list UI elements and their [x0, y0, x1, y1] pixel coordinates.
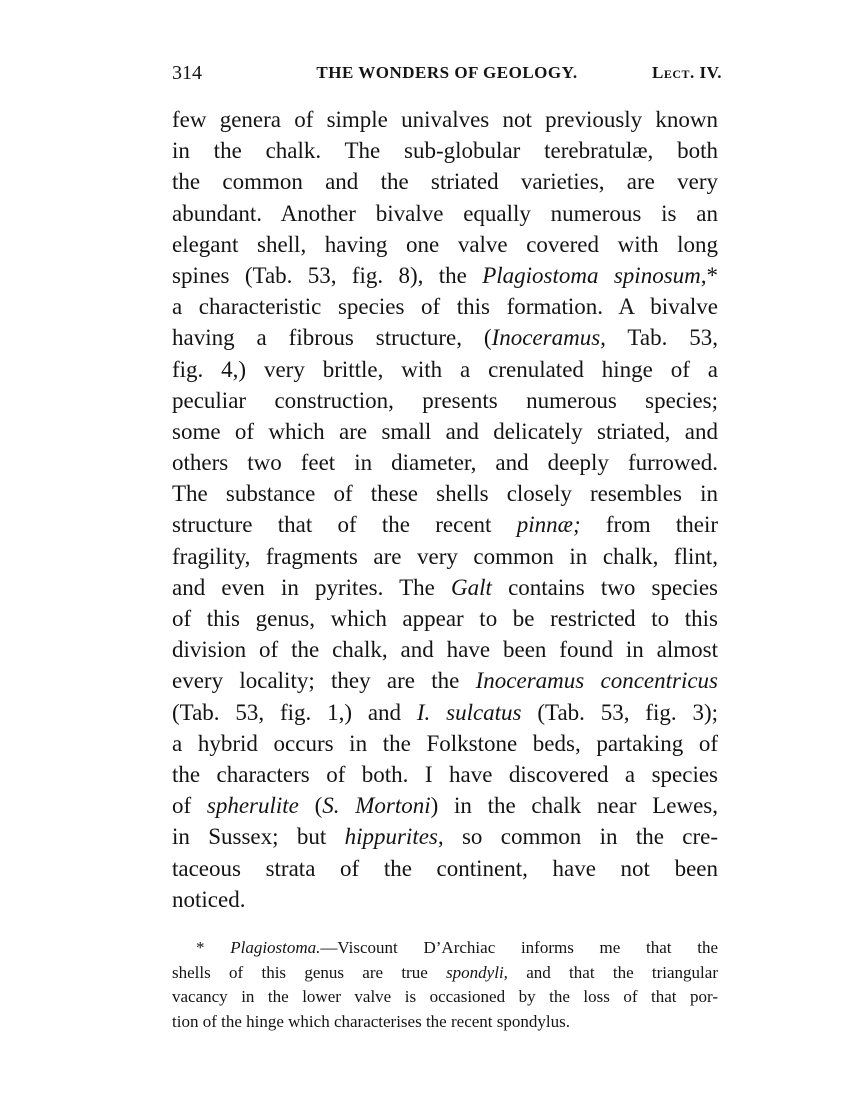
italic-text: spherulite — [206, 793, 299, 819]
body-line — [172, 166, 718, 197]
body-line — [172, 135, 718, 166]
italic-text: hippurites, — [344, 824, 444, 850]
text-run: few genera of simple univalves not previously known — [172, 107, 718, 132]
text-run: in Sussex; but — [172, 824, 345, 850]
text-run: so common in the cre- — [443, 824, 718, 850]
body-line — [172, 697, 718, 728]
lecture-label: Lect. IV. — [652, 63, 722, 82]
text-run: shells of this genus are true — [172, 962, 447, 982]
body-line — [172, 385, 718, 416]
text-run: peculiar construction, presents numerous species; — [172, 387, 718, 413]
body-line — [172, 416, 718, 447]
text-run: * — [196, 938, 231, 957]
text-run: from their — [580, 512, 718, 538]
running-header — [172, 60, 722, 86]
text-run: (Tab. 53, fig. 1,) and — [172, 699, 417, 725]
italic-text: pinnæ; — [516, 512, 581, 538]
body-line — [172, 354, 718, 385]
body-line — [172, 790, 718, 821]
text-run: elegant shell, having one valve covered with long — [172, 231, 718, 257]
text-run: (Tab. 53, fig. 3); — [521, 699, 718, 725]
text-run: division of the chalk, and have been found in almost — [172, 637, 718, 663]
italic-text: I. sulcatus — [416, 699, 522, 725]
italic-text: S. Mortoni — [322, 793, 431, 819]
italic-text: Plagiostoma spinosum, — [482, 262, 707, 288]
body-line — [172, 447, 718, 478]
text-run: fig. 4,) very brittle, with a crenulated hinge of a — [172, 356, 718, 382]
text-run: in the chalk. The sub-globular terebratulæ, both — [172, 138, 718, 164]
text-run: having a fibrous structure, ( — [172, 325, 492, 351]
text-run: some of which are small and delicately striated, and — [172, 418, 718, 444]
italic-text: Inoceramus concentricus — [475, 668, 719, 694]
text-run: a characteristic species of this formation. A bivalve — [172, 294, 718, 320]
footnote-line — [172, 936, 718, 961]
italic-text: Inoceramus, — [491, 325, 606, 351]
text-run: abundant. Another bivalve equally numerous is an — [172, 200, 718, 226]
text-run: taceous strata of the continent, have not been — [172, 855, 718, 881]
running-title: THE WONDERS OF GEOLOGY. — [316, 63, 578, 82]
body-line — [172, 104, 718, 135]
text-run: ( — [298, 793, 323, 819]
footnote-line — [172, 1010, 718, 1035]
body-line — [172, 603, 718, 634]
text-run: the characters of both. I have discovered a species — [172, 761, 718, 787]
text-run: spines (Tab. 53, fig. 8), the — [172, 262, 483, 288]
body-line — [172, 541, 718, 572]
body-line — [172, 665, 718, 696]
text-run: and even in pyrites. The — [172, 574, 452, 600]
text-run: of this genus, which appear to be restricted to this — [172, 606, 718, 631]
text-run: tion of the hinge which characterises the recent spondylus. — [172, 1011, 570, 1031]
body-line — [172, 229, 718, 260]
body-line — [172, 853, 718, 884]
body-line — [172, 322, 718, 353]
body-line — [172, 260, 718, 291]
body-text — [172, 104, 718, 915]
body-line — [172, 821, 718, 852]
text-run: every locality; they are the — [172, 668, 476, 694]
text-run: The substance of these shells closely resembles in — [172, 481, 718, 507]
footnote — [172, 936, 718, 1034]
text-run: structure that of the recent — [172, 512, 517, 538]
text-run: Tab. 53, — [605, 325, 718, 351]
text-run: ) in the chalk near Lewes, — [430, 793, 718, 819]
body-line — [172, 572, 718, 603]
text-run: * — [706, 262, 718, 288]
italic-text: spondyli, — [446, 962, 508, 982]
body-line — [172, 198, 718, 229]
body-line — [172, 728, 718, 759]
text-run: a hybrid occurs in the Folkstone beds, partaking of — [172, 730, 718, 756]
text-run: —Viscount D’Archiac informs me that the — [320, 938, 719, 957]
body-line — [172, 291, 718, 322]
body-line — [172, 478, 718, 509]
text-run: and that the triangular — [507, 962, 718, 982]
body-line — [172, 884, 718, 915]
text-run: the common and the striated varieties, are very — [172, 169, 718, 195]
body-line — [172, 759, 718, 790]
body-line — [172, 634, 718, 665]
footnote-line — [172, 985, 718, 1010]
footnote-line — [172, 961, 718, 986]
text-run: fragility, fragments are very common in chalk, flint, — [172, 543, 718, 569]
italic-text: Plagiostoma. — [230, 938, 321, 957]
text-run: others two feet in diameter, and deeply furrowed. — [172, 450, 718, 476]
text-run: of — [172, 793, 207, 819]
italic-text: Galt — [451, 574, 492, 600]
page-number: 314 — [172, 62, 202, 84]
text-run: vacancy in the lower valve is occasioned by the loss of that por- — [172, 987, 718, 1006]
body-line — [172, 509, 718, 540]
text-run: noticed. — [172, 886, 246, 912]
text-run: contains two species — [491, 574, 718, 600]
